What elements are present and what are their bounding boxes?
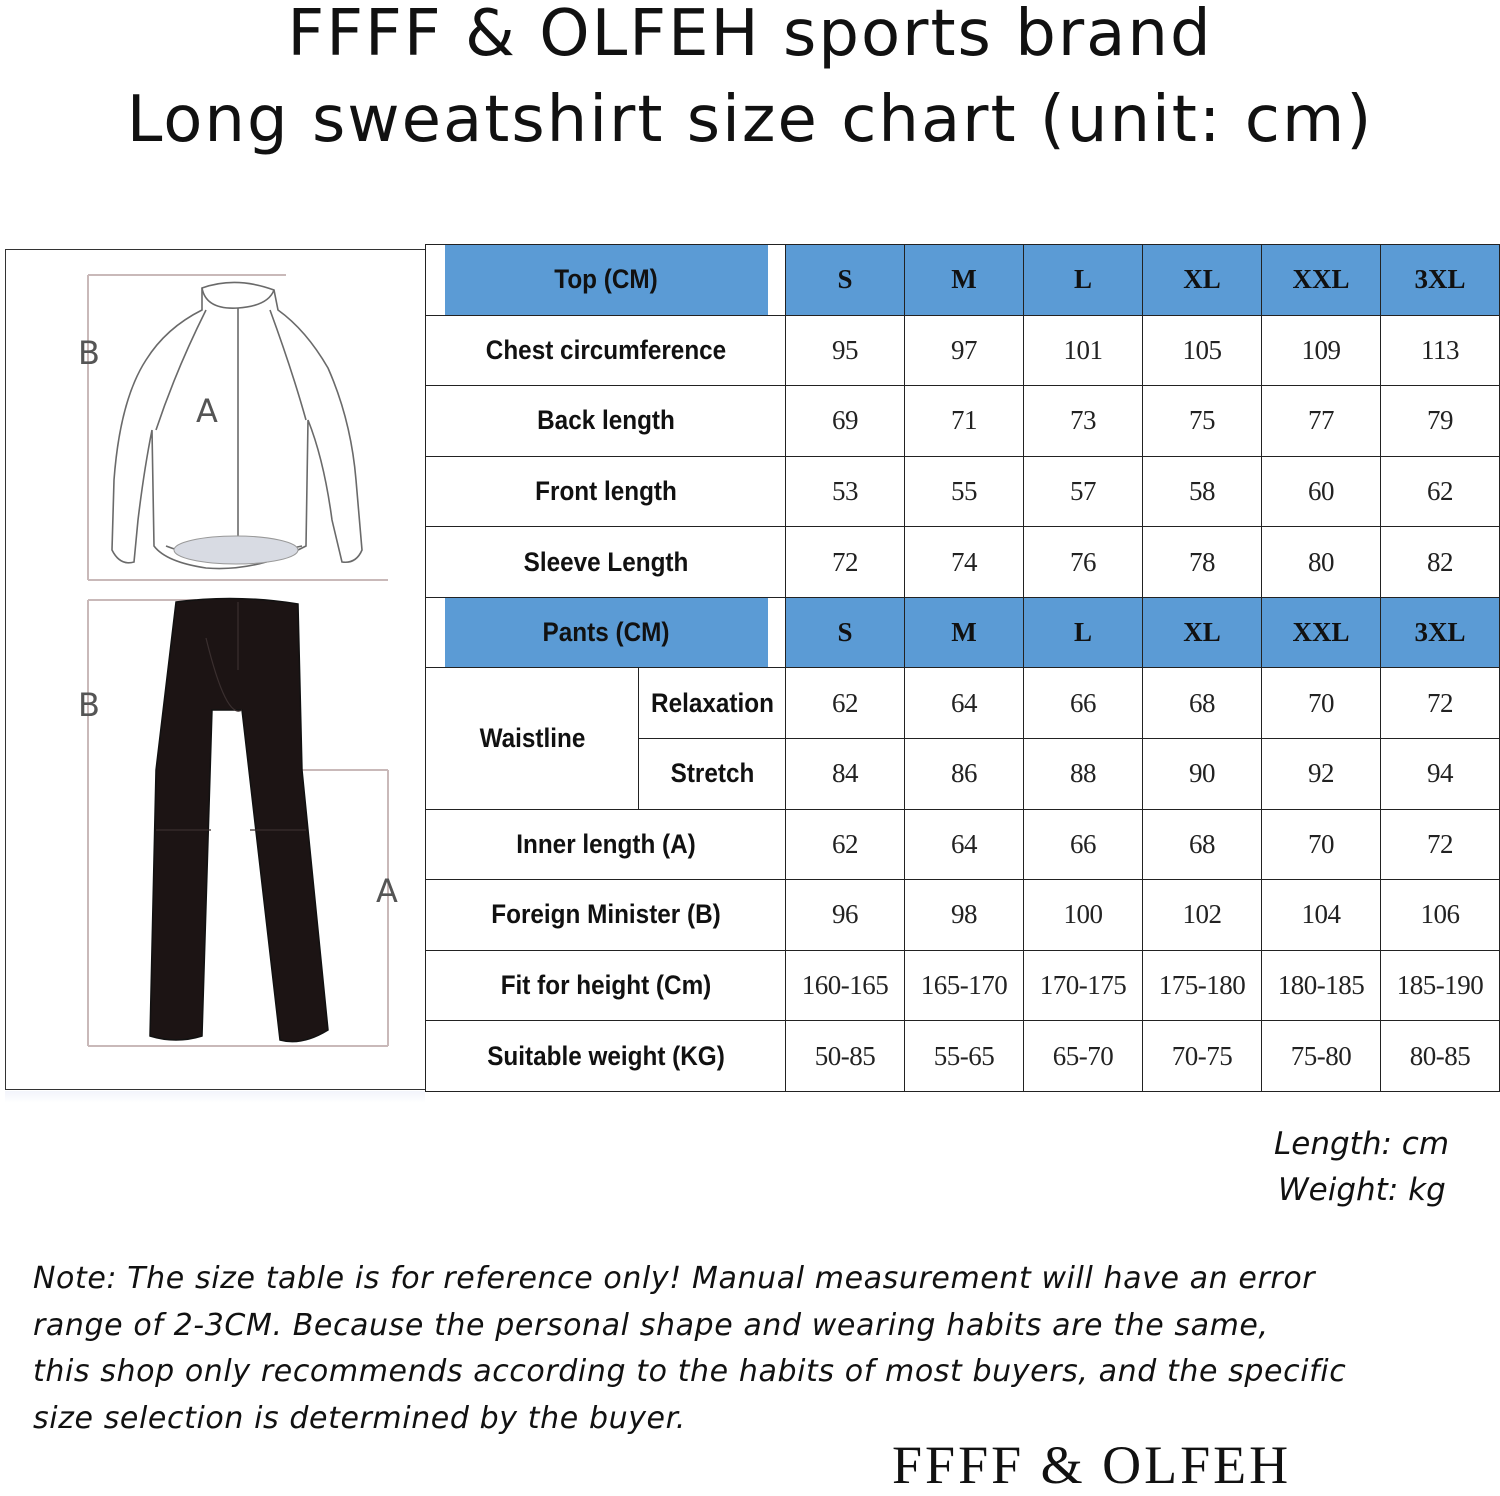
value-cell: 160-165 [786, 950, 905, 1021]
table-row [426, 527, 1500, 598]
size-header-cell: L [1024, 597, 1143, 668]
illustration-shadow [5, 1091, 425, 1103]
value-cell: 71 [905, 386, 1024, 457]
value-cell: 70 [1262, 668, 1381, 739]
value-cell: 105 [1143, 315, 1262, 386]
size-header-cell: 3XL [1381, 597, 1500, 668]
size-header-cell: S [786, 245, 905, 316]
value-cell: 65-70 [1024, 1021, 1143, 1092]
size-header-cell: 3XL [1381, 245, 1500, 316]
value-cell: 100 [1024, 880, 1143, 951]
note-line: range of 2-3CM. Because the personal shape and wearing habits are the same, [33, 1307, 1269, 1343]
table-row [426, 1021, 1500, 1092]
value-cell: 82 [1381, 527, 1500, 598]
value-cell: 74 [905, 527, 1024, 598]
value-cell: 60 [1262, 456, 1381, 527]
value-cell: 95 [786, 315, 905, 386]
value-cell: 69 [786, 386, 905, 457]
value-cell: 101 [1024, 315, 1143, 386]
value-cell: 66 [1024, 809, 1143, 880]
waistline-label: Waistline [436, 668, 628, 809]
table-row [426, 950, 1500, 1021]
row-label: Foreign Minister (B) [444, 880, 768, 951]
value-cell: 70 [1262, 809, 1381, 880]
table-row [426, 386, 1500, 457]
value-cell: 55-65 [905, 1021, 1024, 1092]
table-row [426, 880, 1500, 951]
value-cell: 76 [1024, 527, 1143, 598]
value-cell: 72 [1381, 668, 1500, 739]
value-cell: 78 [1143, 527, 1262, 598]
value-cell: 180-185 [1262, 950, 1381, 1021]
footer-brand: FFFF & OLFEH [892, 1435, 1292, 1495]
pants-label-b: B [78, 686, 100, 724]
row-label: Sleeve Length [444, 527, 768, 598]
row-label: Front length [444, 456, 768, 527]
top-label-b: B [78, 334, 100, 372]
size-header-cell: S [786, 597, 905, 668]
value-cell: 66 [1024, 668, 1143, 739]
row-label: Chest circumference [444, 315, 768, 386]
value-cell: 94 [1381, 739, 1500, 810]
value-cell: 165-170 [905, 950, 1024, 1021]
value-cell: 92 [1262, 739, 1381, 810]
pants-label-a: A [376, 872, 398, 910]
size-header-cell: XXL [1262, 245, 1381, 316]
size-header-cell: M [905, 597, 1024, 668]
value-cell: 73 [1024, 386, 1143, 457]
note-line: Note: The size table is for reference only! Manual measurement will have an error [33, 1261, 1316, 1296]
value-cell: 88 [1024, 739, 1143, 810]
garment-illustration [5, 249, 426, 1090]
size-header-cell: XL [1143, 245, 1262, 316]
value-cell: 102 [1143, 880, 1262, 951]
pants-header-label: Pants (CM) [444, 597, 768, 668]
value-cell: 72 [1381, 809, 1500, 880]
size-header-cell: M [905, 245, 1024, 316]
note-line: this shop only recommends according to the habits of most buyers, and the specific [33, 1354, 1347, 1389]
table-row [426, 809, 1500, 880]
value-cell: 106 [1381, 880, 1500, 951]
value-cell: 58 [1143, 456, 1262, 527]
value-cell: 57 [1024, 456, 1143, 527]
value-cell: 98 [905, 880, 1024, 951]
length-unit: Length: cm [1274, 1126, 1450, 1162]
value-cell: 64 [905, 668, 1024, 739]
value-cell: 96 [786, 880, 905, 951]
table-header-row [426, 245, 1500, 316]
value-cell: 64 [905, 809, 1024, 880]
value-cell: 75-80 [1262, 1021, 1381, 1092]
size-table [425, 244, 1500, 1092]
stretch-label: Stretch [646, 739, 778, 810]
value-cell: 50-85 [786, 1021, 905, 1092]
value-cell: 55 [905, 456, 1024, 527]
value-cell: 68 [1143, 809, 1262, 880]
size-header-cell: XL [1143, 597, 1262, 668]
value-cell: 185-190 [1381, 950, 1500, 1021]
value-cell: 72 [786, 527, 905, 598]
value-cell: 109 [1262, 315, 1381, 386]
value-cell: 90 [1143, 739, 1262, 810]
table-row [426, 315, 1500, 386]
value-cell: 80-85 [1381, 1021, 1500, 1092]
size-header-cell: XXL [1262, 597, 1381, 668]
value-cell: 175-180 [1143, 950, 1262, 1021]
value-cell: 104 [1262, 880, 1381, 951]
value-cell: 70-75 [1143, 1021, 1262, 1092]
garment-drawing [6, 250, 426, 1090]
value-cell: 97 [905, 315, 1024, 386]
row-label: Back length [444, 386, 768, 457]
page-title: FFFF & OLFEH sports brand [287, 0, 1213, 71]
top-label-a: A [196, 392, 218, 430]
size-header-cell: L [1024, 245, 1143, 316]
value-cell: 62 [786, 809, 905, 880]
value-cell: 170-175 [1024, 950, 1143, 1021]
page-subtitle: Long sweatshirt size chart (unit: cm) [126, 83, 1374, 157]
relaxation-label: Relaxation [646, 668, 778, 739]
value-cell: 62 [786, 668, 905, 739]
value-cell: 62 [1381, 456, 1500, 527]
value-cell: 75 [1143, 386, 1262, 457]
note-line: size selection is determined by the buyer. [33, 1400, 686, 1436]
row-label: Fit for height (Cm) [444, 950, 768, 1021]
value-cell: 79 [1381, 386, 1500, 457]
top-header-label: Top (CM) [444, 245, 768, 316]
row-label: Suitable weight (KG) [444, 1021, 768, 1092]
row-label: Inner length (A) [444, 809, 768, 880]
table-row [426, 456, 1500, 527]
value-cell: 84 [786, 739, 905, 810]
table-header-row [426, 597, 1500, 668]
value-cell: 68 [1143, 668, 1262, 739]
value-cell: 80 [1262, 527, 1381, 598]
value-cell: 77 [1262, 386, 1381, 457]
value-cell: 53 [786, 456, 905, 527]
value-cell: 113 [1381, 315, 1500, 386]
table-row [426, 668, 1500, 739]
value-cell: 86 [905, 739, 1024, 810]
weight-unit: Weight: kg [1278, 1172, 1446, 1208]
size-note [33, 1256, 1473, 1442]
